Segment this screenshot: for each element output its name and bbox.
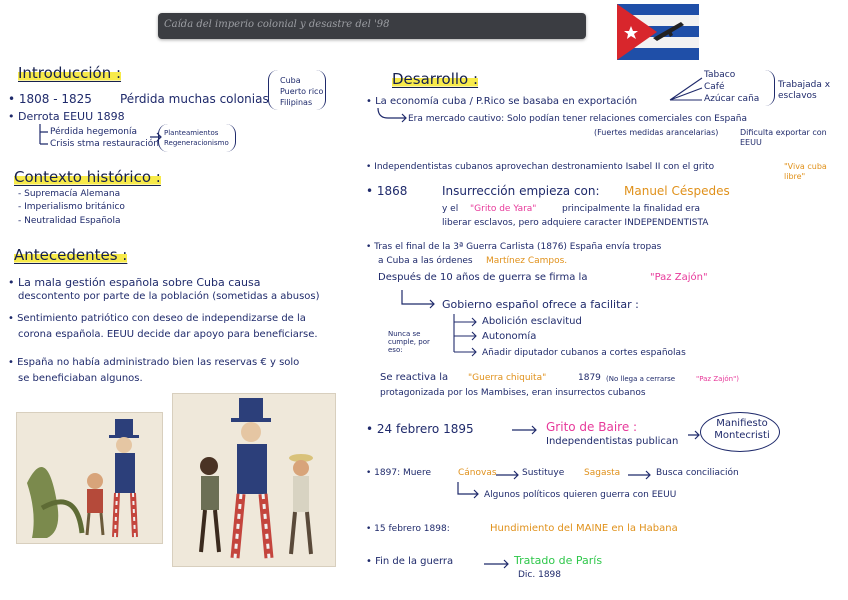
text-algunos-politicos: Algunos políticos quieren guerra con EEUU [484, 490, 677, 500]
arrow-icon [456, 482, 484, 500]
manuel-cespedes: Manuel Céspedes [624, 184, 730, 198]
text-se-reactiva: Se reactiva la [380, 372, 449, 383]
intro-line-dates: • 1808 - 1825 [8, 92, 92, 106]
context-item: - Imperialismo británico [18, 202, 125, 212]
desarrollo-heading: Desarrollo : [392, 70, 479, 88]
date-dic-1898: Dic. 1898 [518, 570, 562, 580]
political-cartoon-image [172, 393, 336, 567]
hundimiento-maine: Hundimiento del MAINE en la Habana [490, 523, 678, 534]
text-a-cuba: a Cuba a las órdenes [378, 256, 473, 266]
brace-item-regeneracionismo: Regeneracionismo [164, 139, 229, 147]
context-item: - Neutralidad Española [18, 216, 121, 226]
viva-cuba-libre: "Viva cuba libre" [784, 162, 827, 181]
text-despues: Después de 10 años de guerra se firma la [378, 272, 588, 283]
text-independentistas-publican: Independentistas publican [546, 436, 679, 447]
text-sustituye: Sustituye [522, 468, 565, 478]
context-item: - Supremacía Alemana [18, 189, 121, 199]
desarrollo-independentistas: • Independentistas cubanos aprovechan destronamiento Isabel II con el grito [366, 162, 715, 172]
gobierno-ofrece: Gobierno español ofrece a facilitar : [442, 298, 639, 311]
desarrollo-mercado: Era mercado cautivo: Solo podían tener relaciones comerciales con España [408, 114, 747, 124]
brace-item-planteamientos: Planteamientos [164, 129, 219, 137]
tratado-de-paris: Tratado de París [514, 554, 603, 567]
desarrollo-economia: • La economía cuba / P.Rico se basaba en exportación [366, 96, 638, 107]
text-fin-guerra: • Fin de la guerra [366, 556, 454, 567]
desarrollo-dificulta: Dificulta exportar con EEUU [740, 128, 827, 147]
document-title: Caída del imperio colonial y desastre del '98 [164, 19, 390, 30]
desarrollo-tras-final: • Tras el final de la 3ª Guerra Carlista (1876) España envía tropas [366, 242, 662, 252]
paz-zajon: "Paz Zajón" [650, 272, 708, 283]
arrow-icon [496, 470, 522, 480]
text-busca-conciliacion: Busca conciliación [656, 468, 739, 478]
antecedentes-p2a: • Sentimiento patriótico con deseo de independizarse de la [8, 313, 306, 324]
date-24-febrero-1895: • 24 febrero 1895 [366, 422, 474, 436]
arrow-icon [484, 558, 512, 570]
facilitar-item: Abolición esclavitud [482, 316, 582, 327]
text-liberar-esclavos: liberar esclavos, pero adquiere caracter INDEPENDENTISTA [442, 218, 709, 228]
exports-brace-label: Trabajada x esclavos [778, 80, 831, 101]
colony-puerto-rico: Puerto rico [280, 87, 324, 96]
insurreccion-text: Insurrección empieza con: [442, 184, 600, 198]
antecedentes-p1b: descontento por parte de la población (sometidas a abusos) [18, 291, 320, 302]
branch-arrows [668, 74, 704, 108]
colony-filipinas: Filipinas [280, 98, 313, 107]
title-bar [158, 13, 586, 39]
antecedentes-heading: Antecedentes : [14, 246, 128, 264]
export-item: Café [704, 82, 725, 92]
brace [764, 70, 775, 106]
nunca-se-cumple: Nunca se cumple, por eso: [388, 330, 430, 354]
antecedentes-p3a: • España no había administrado bien las reservas € y solo [8, 357, 300, 368]
date-15-febrero-1898: • 15 febrero 1898: [366, 524, 450, 534]
intro-sub-hegemonia: Pérdida hegemonía [50, 127, 137, 137]
no-llega-a-cerrarse: (No llega a cerrarse [606, 375, 676, 383]
paz-zajon-note: "Paz Zajón") [696, 375, 740, 383]
intro-sub-crisis: Crisis stma restauración [50, 139, 159, 149]
branch-arrows [452, 314, 482, 356]
text-1897-muere: • 1897: Muere [366, 468, 432, 478]
facilitar-item: Autonomía [482, 331, 537, 342]
sub-arrow-lines [38, 124, 50, 148]
antecedentes-p3b: se beneficiaban algunos. [18, 373, 143, 384]
antecedentes-p2b: corona española. EEUU decide dar apoyo para beneficiarse. [18, 329, 318, 340]
cuba-flag-image [617, 4, 699, 60]
guerra-chiquita: "Guerra chiquita" [468, 373, 547, 383]
text-y-el: y el [442, 204, 459, 214]
martinez-campos: Martínez Campos. [486, 256, 568, 266]
year-1879: 1879 [578, 373, 601, 383]
arrow-icon [400, 290, 440, 312]
text-mambises: protagonizada por los Mambises, eran insurrectos cubanos [380, 388, 646, 398]
intro-line-derrota: • Derrota EEUU 1898 [8, 110, 125, 123]
arrow-icon [512, 424, 540, 436]
grito-de-baire: Grito de Baire : [546, 420, 638, 434]
desarrollo-aranceles: (Fuertes medidas arancelarias) [594, 128, 719, 137]
canovas: Cánovas [458, 468, 497, 478]
colony-cuba: Cuba [280, 76, 301, 85]
intro-heading: Introducción : [18, 64, 122, 82]
sagasta: Sagasta [584, 468, 621, 478]
manifiesto-montecristi: Manifiesto Montecristi [714, 418, 770, 441]
political-cartoon-image [16, 412, 163, 544]
export-item: Tabaco [704, 70, 736, 80]
text-finalidad: principalmente la finalidad era [562, 204, 701, 214]
export-item: Azúcar caña [704, 94, 760, 104]
context-heading: Contexto histórico : [14, 168, 161, 186]
year-1868: • 1868 [366, 184, 408, 198]
arrow-icon [628, 470, 654, 480]
facilitar-item: Añadir diputador cubanos a cortes españolas [482, 348, 686, 358]
arrow-icon [376, 108, 410, 122]
grito-de-yara: "Grito de Yara" [470, 204, 537, 214]
antecedentes-p1a: • La mala gestión española sobre Cuba causa [8, 276, 261, 289]
intro-line-text: Pérdida muchas colonias [120, 92, 269, 106]
